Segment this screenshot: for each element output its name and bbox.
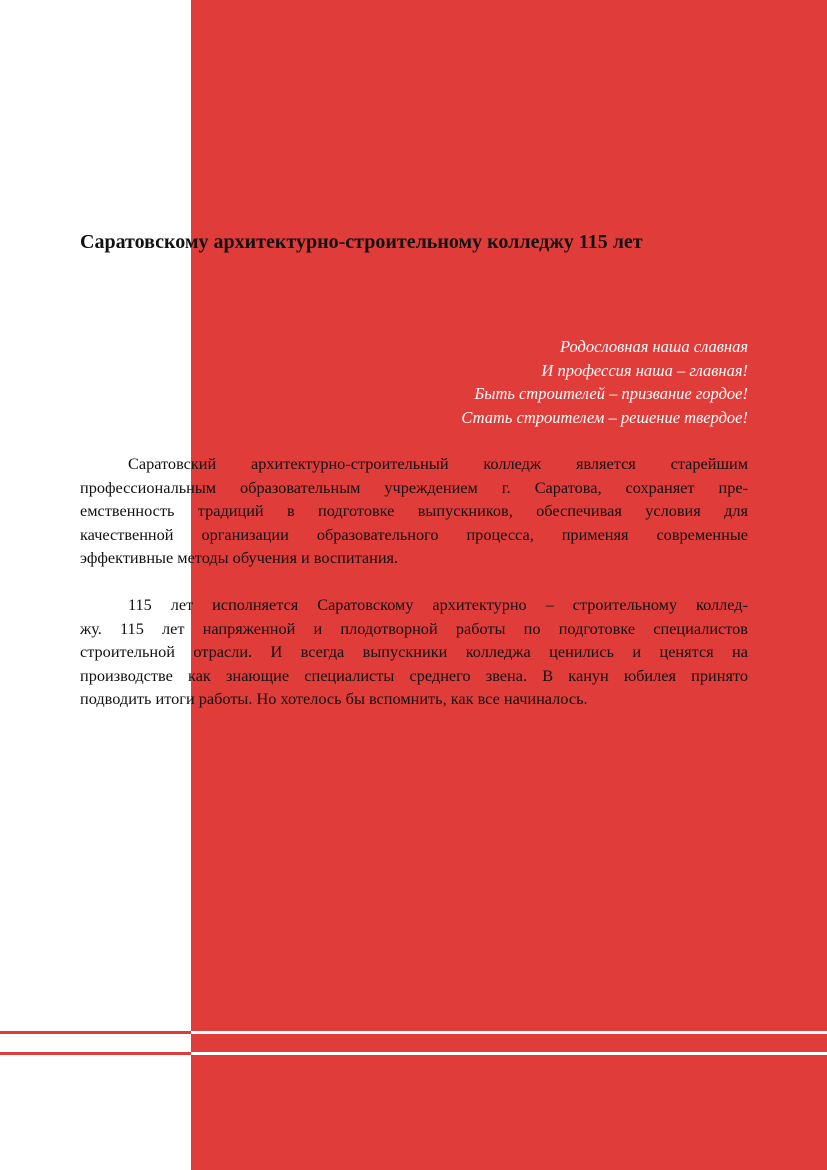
paragraph-line: 115 лет исполняется Саратовскому архитектурно – строительному коллед- [128,595,748,614]
paragraph-line: жу. 115 лет напряженной и плодотворной работы по подготовке специалистов [80,618,748,638]
paragraph-history [80,452,748,570]
epigraph-line: Родословная наша славная [560,337,748,356]
epigraph-line: И профессия наша – главная! [541,360,748,380]
paragraph-line: производстве как знающие специалисты среднего звена. В канун юбилея принято [80,665,748,685]
epigraph [330,335,748,429]
paragraph-line: Саратовский архитектурно-строительный колледж является старейшим [128,454,748,473]
paragraph-line: качественной организации образовательного процесса, применяя современные [80,524,748,544]
divider-line-red-bottom [0,1052,191,1055]
divider-line-red-top [0,1031,191,1034]
paragraph-line: емственность традиций в подготовке выпускников, обеспечивая условия для [80,501,748,521]
page-title: Саратовскому архитектурно-строительному колледжу 115 лет [80,231,643,253]
epigraph-line: Стать строителем – решение твердое! [461,407,748,427]
paragraph-line: подводить итоги работы. Но хотелось бы вспомнить, как все начиналось. [80,689,588,709]
paragraph-line: профессиональным образовательным учреждением г. Саратова, сохраняет пре- [80,477,748,497]
epigraph-line: Быть строителей – призвание гордое! [474,384,748,403]
red-background-panel [191,0,827,1170]
paragraph-anniversary [80,593,748,711]
paragraph-line: эффективные методы обучения и воспитания. [80,548,399,568]
paragraph-line: строительной отрасли. И всегда выпускники колледжа ценились и ценятся на [80,642,748,662]
